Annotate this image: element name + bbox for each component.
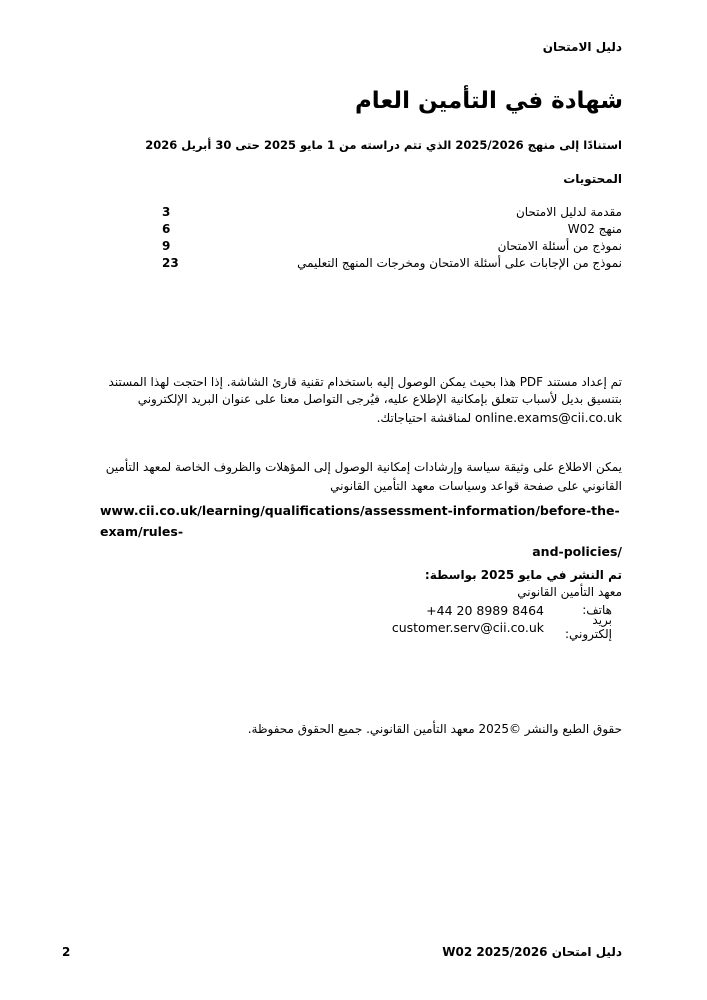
phone-label: هاتف: [582,603,612,618]
policy-paragraph: يمكن الاطلاع على وثيقة سياسة وإرشادات إمكانية الوصول إلى المؤهلات والظروف الخاصة لمعهد التأمين القانوني على صفحة قواعد وسياسات معهد التأمين القانوني [105,460,622,493]
running-header: دليل الامتحان [542,40,622,54]
policy-url-line-1[interactable]: www.cii.co.uk/learning/qualifications/assessment-information/before-the-exam/rules- [100,503,620,539]
toc-title: منهج W02 [567,221,622,236]
toc-page-number: 6 [162,221,171,236]
page-title: شهادة في التأمين العام [354,88,623,114]
table-of-contents [100,203,622,271]
toc-title: نموذج من الإجابات على أسئلة الامتحان ومخرجات المنهج التعليمي [297,255,622,270]
accessibility-suffix: لمناقشة احتياجاتك. [376,410,472,425]
email-row [391,613,622,642]
toc-title: مقدمة لدليل الامتحان [515,204,622,219]
publisher-block [391,567,622,642]
email-label: بريد إلكتروني: [564,613,612,642]
toc-title: نموذج من أسئلة الامتحان [497,238,622,253]
policy-url-link[interactable] [100,501,622,563]
footer-page-number: 2 [62,945,71,959]
published-heading: تم النشر في مايو 2025 بواسطة: [424,568,622,582]
syllabus-subtitle: استنادًا إلى منهج 2025/2026 الذي تتم دراسته من 1 مايو 2025 حتى 30 أبريل 2026 [145,138,622,152]
running-footer: دليل امتحان W02 2025/2026 [442,945,622,959]
toc-item[interactable] [100,220,622,237]
policy-url-line-2[interactable]: and-policies/ [532,544,622,560]
copyright-notice: حقوق الطبع والنشر ©2025 معهد التأمين القانوني. جميع الحقوق محفوظة. [247,722,622,736]
toc-page-number: 23 [162,255,179,270]
toc-page-number: 3 [162,204,171,219]
toc-page-number: 9 [162,238,171,253]
accessibility-email-link[interactable]: online.exams@cii.co.uk [474,409,622,425]
toc-item[interactable] [100,254,622,271]
toc-item[interactable] [100,237,622,254]
accessibility-text: تم إعداد مستند PDF هذا بحيث يمكن الوصول إليه باستخدام تقنية قارئ الشاشة. إذا احتجت لهذا المستند بتنسيق بديل لأسباب تتعلق بإمكانية الإطلاع عليه، فيُرجى التواصل معنا على عنوان البريد الإلكتروني [108,375,622,407]
customer-service-email-link[interactable]: customer.serv@cii.co.uk [391,619,544,635]
contents-heading: المحتويات [563,172,622,186]
publisher-name: معهد التأمين القانوني [517,585,622,600]
toc-item[interactable] [100,203,622,220]
phone-value: +44 20 8989 8464 [426,602,544,618]
accessibility-paragraph [100,374,622,427]
